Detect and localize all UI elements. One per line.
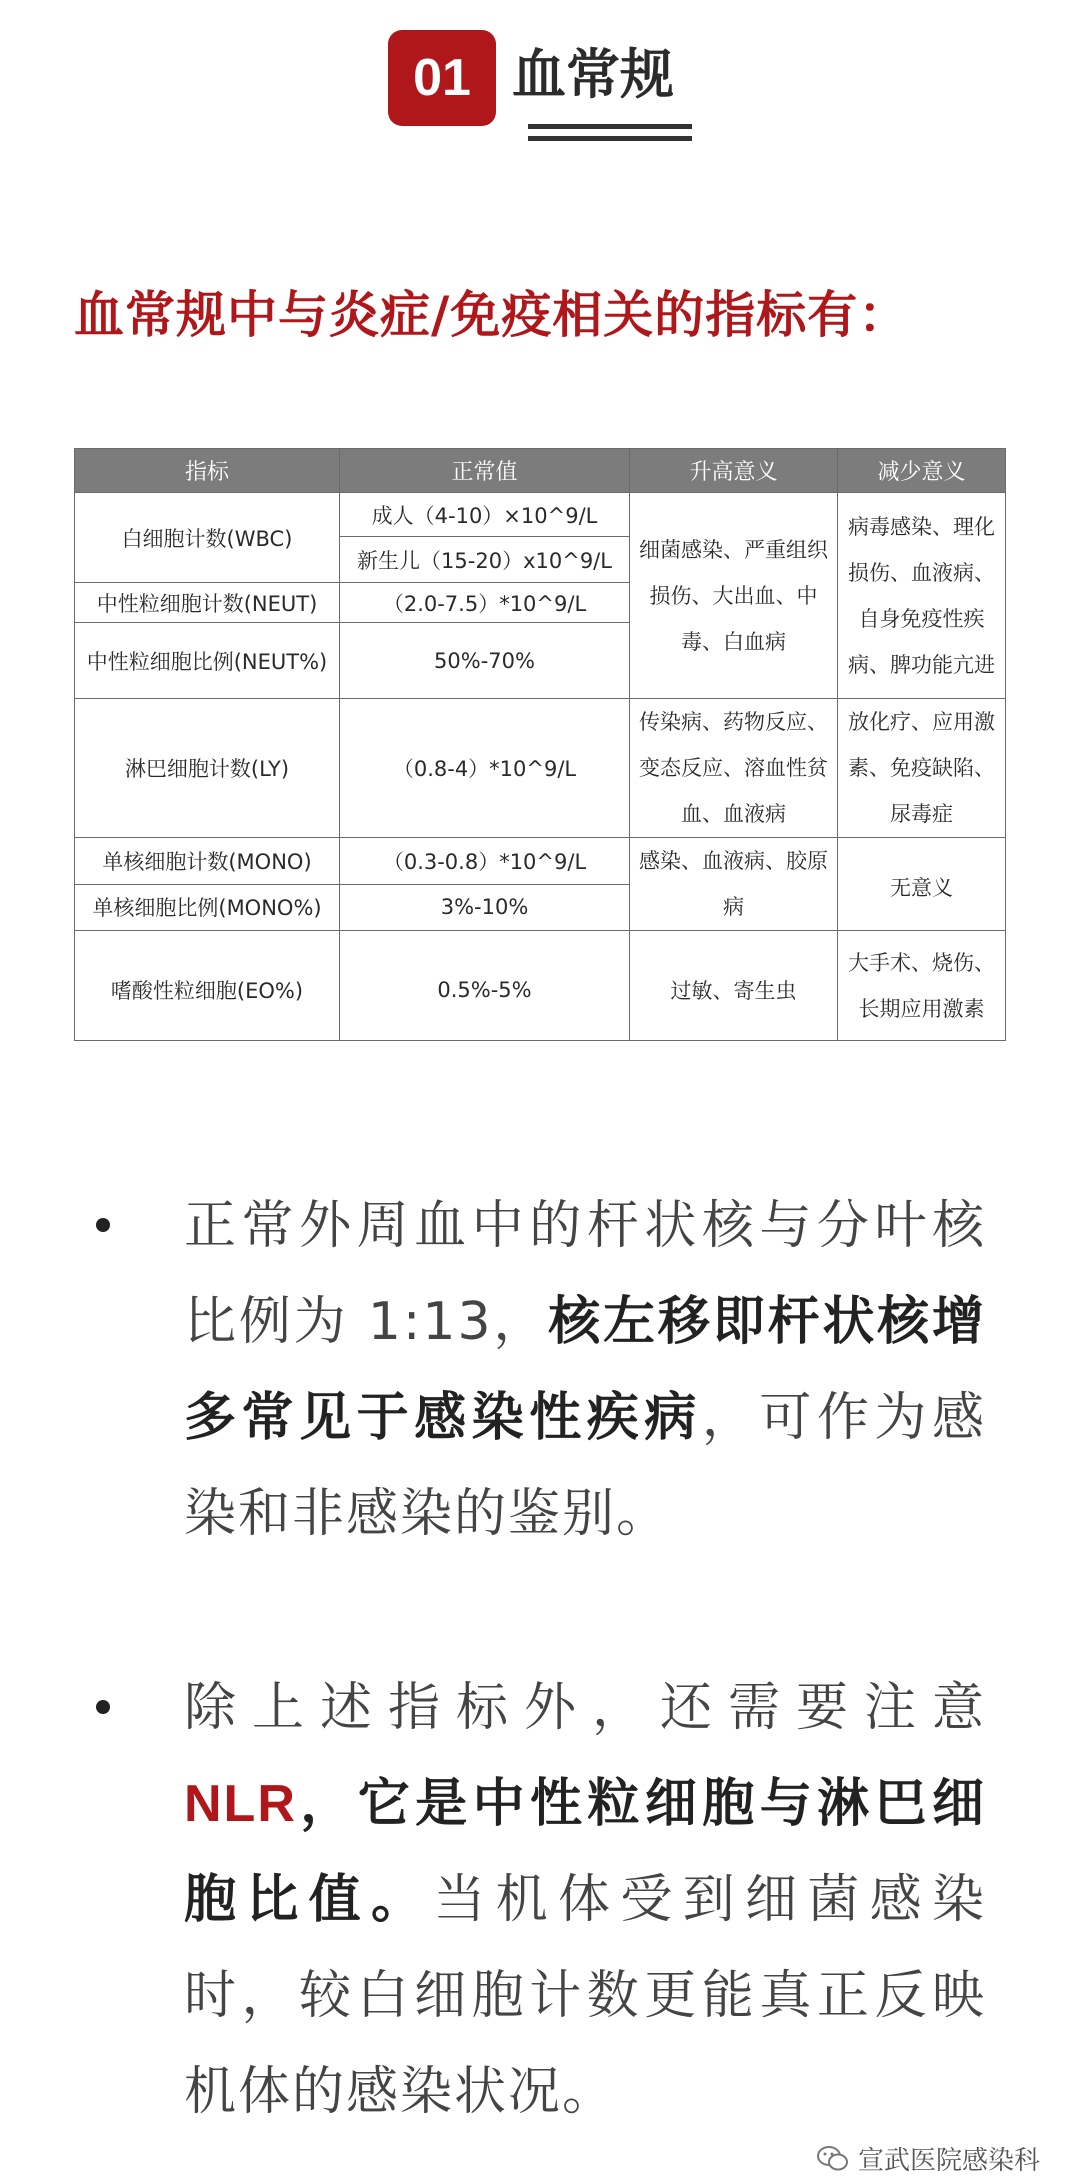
blood-index-table: [74, 448, 1006, 1041]
watermark: [816, 2140, 1040, 2177]
table-row: [75, 838, 1006, 885]
para2-bold: ，它是中性粒细胞与淋巴细胞比值。: [184, 1774, 986, 1930]
index-name: 淋巴细胞计数(LY): [75, 699, 340, 838]
title-underline: [528, 124, 692, 129]
table-header-cell: 升高意义: [630, 449, 838, 493]
index-name: 单核细胞计数(MONO): [75, 838, 340, 885]
normal-value: 新生儿（15-20）x10^9/L: [340, 537, 630, 583]
section-number: 01: [413, 49, 471, 107]
table-header-row: [75, 449, 1006, 493]
low-meaning: 大手术、烧伤、长期应用激素: [838, 931, 1006, 1041]
table-header-cell: 指标: [75, 449, 340, 493]
para1-bold: 核左移即杆状核增多常见于感染性疾病: [184, 1292, 986, 1448]
index-name: 单核细胞比例(MONO%): [75, 884, 340, 931]
para1-text-1: 正常外周血中的杆状核与分叶核比例为 1:13，: [184, 1196, 986, 1352]
index-name: 嗜酸性粒细胞(EO%): [75, 931, 340, 1041]
high-meaning: 感染、血液病、胶原病: [630, 838, 838, 931]
paragraph-nlr: [184, 1660, 986, 2140]
low-meaning: 放化疗、应用激素、免疫缺陷、尿毒症: [838, 699, 1006, 838]
table-row: [75, 699, 1006, 838]
low-meaning: 病毒感染、理化损伤、血液病、自身免疫性疾病、脾功能亢进: [838, 493, 1006, 699]
high-meaning: 传染病、药物反应、变态反应、溶血性贫血、血液病: [630, 699, 838, 838]
subtitle: 血常规中与炎症/免疫相关的指标有：: [74, 286, 910, 344]
normal-value: （2.0-7.5）*10^9/L: [340, 583, 630, 623]
wechat-icon: [816, 2145, 850, 2173]
watermark-text: 宣武医院感染科: [857, 2146, 1040, 2176]
index-name: 中性粒细胞比例(NEUT%): [75, 623, 340, 699]
table-row: [75, 931, 1006, 1041]
title-underline-2: [528, 136, 692, 141]
high-meaning: 过敏、寄生虫: [630, 931, 838, 1041]
normal-value: （0.8-4）*10^9/L: [340, 699, 630, 838]
paragraph-left-shift: [184, 1178, 986, 1562]
index-name: 中性粒细胞计数(NEUT): [75, 583, 340, 623]
section-title: 血常规: [512, 43, 674, 106]
index-name: 白细胞计数(WBC): [75, 493, 340, 583]
bullet-dot: [96, 1218, 110, 1232]
low-meaning: 无意义: [838, 838, 1006, 931]
table-header-cell: 减少意义: [838, 449, 1006, 493]
normal-value: 50%-70%: [340, 623, 630, 699]
nlr-highlight: NLR: [184, 1775, 297, 1833]
high-meaning: 细菌感染、严重组织损伤、大出血、中毒、白血病: [630, 493, 838, 699]
normal-value: （0.3-0.8）*10^9/L: [340, 838, 630, 885]
table-row: [75, 493, 1006, 537]
para2-text-1: 除上述指标外，还需要注意: [184, 1678, 986, 1738]
normal-value: 3%-10%: [340, 884, 630, 931]
table-header-cell: 正常值: [340, 449, 630, 493]
para1-text-2: ，可作为感染和非感染的鉴别。: [184, 1388, 986, 1544]
para2-text-2: 当机体受到细菌感染时，较白细胞计数更能真正反映机体的感染状况。: [184, 1870, 986, 2122]
normal-value: 0.5%-5%: [340, 931, 630, 1041]
section-number-badge: [388, 30, 496, 126]
bullet-dot: [96, 1700, 110, 1714]
normal-value: 成人（4-10）×10^9/L: [340, 493, 630, 537]
